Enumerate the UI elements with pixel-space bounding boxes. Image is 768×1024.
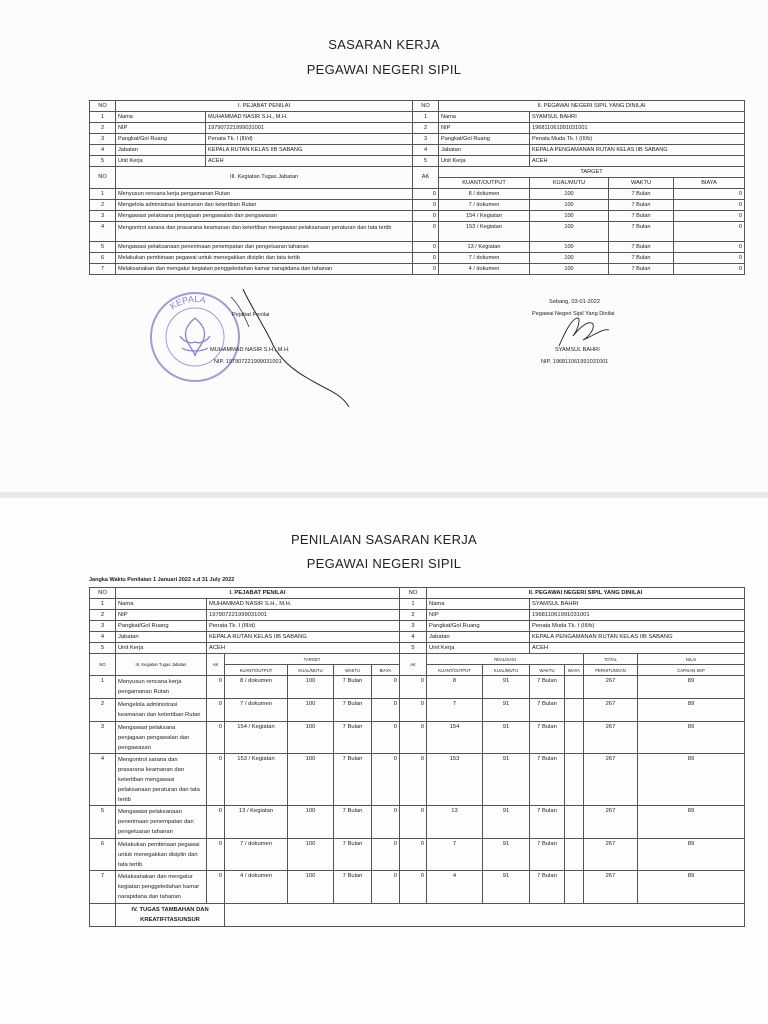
kual-value: 100 [288,699,334,722]
waktu-value: 7 Bulan [609,242,674,253]
right-signature-icon [553,312,613,352]
realisasi-waktu-value: 7 Bulan [530,722,565,754]
task-description: Mengelola administrasi keamanan dan ketertiban Rutan [116,699,207,722]
place-and-date: Sebang, 03-01-2022 [549,299,601,305]
col-capaian: CAPAIAN SKP [638,665,745,676]
row-number: 4 [413,145,439,156]
table-row [90,156,745,167]
waktu-value: 7 Bulan [334,676,372,699]
doc2-header-row [90,588,745,599]
realisasi-kual-value: 91 [483,699,530,722]
waktu-value: 7 Bulan [609,253,674,264]
tasks-heading: III. Kegiatan Tugas Jabatan [116,654,207,676]
kual-value: 100 [288,806,334,839]
ak-value: 0 [207,699,225,722]
ak-value: 0 [413,222,439,242]
row-number: 2 [90,610,116,621]
col-kuant: KUANT/OUTPUT [439,178,530,189]
col-kual: KUAL/MUTU [530,178,609,189]
kuant-value: 7 / dokumen [225,839,288,871]
realisasi-waktu-value: 7 Bulan [530,806,565,839]
waktu-value: 7 Bulan [609,200,674,211]
row-number: 5 [90,643,116,654]
biaya-value: 0 [372,699,400,722]
kuant-value: 4 / dokumen [225,871,288,904]
realisasi-kuant-value: 7 [427,839,483,871]
field-label: NIP [116,123,206,134]
biaya-value: 0 [372,676,400,699]
col-no: NO [90,101,116,112]
table-row [90,145,745,156]
row-number: 3 [90,134,116,145]
task-description: Menyusun rencana kerja pengamanan Rutan [116,189,413,200]
left-signatory-nip: NIP. 197907221999031001 [214,359,282,365]
realisasi-kuant-value: 7 [427,699,483,722]
nilai-value: 89 [638,676,745,699]
field-value: MUHAMMAD NASIR S.H., M.H. [206,112,413,123]
doc2-title: PENILAIAN SASARAN KERJA [290,532,478,547]
field-label: Unit Kerja [427,643,530,654]
biaya-value: 0 [372,871,400,904]
doc2-table [89,587,745,927]
field-value: KEPALA RUTAN KELAS IIB SABANG [206,145,413,156]
empty-cell [90,904,116,927]
kual-value: 100 [530,222,609,242]
field-label: Jabatan [116,632,207,643]
doc1-header-row [90,101,745,112]
right-signatory-nip: NIP. 196811061991031001 [541,359,609,365]
table-row [90,621,745,632]
target-heading: TARGET [439,167,745,178]
kual-value: 100 [288,839,334,871]
realisasi-biaya-value [565,699,584,722]
table-row [90,699,745,722]
waktu-value: 7 Bulan [609,189,674,200]
kuant-value: 153 / Kegiatan [225,754,288,806]
nilai-value: 89 [638,871,745,904]
table-row [90,599,745,610]
ak-value: 0 [207,806,225,839]
field-value: MUHAMMAD NASIR S.H., M.H. [207,599,400,610]
seal-text: KEPALA [168,293,207,312]
task-description: Mengawasi pelaksanaan penerimaan penempatan dan pengeluaran tahanan [116,242,413,253]
kuant-value: 7 / dokumen [225,699,288,722]
field-value: 196811061991031001 [530,610,745,621]
task-description: Mengontrol sarana dan prasarana keamanan dan ketertiban mengawasi pelaksanaan peraturan dan tata tertib [116,754,207,806]
ak-realisasi-value: 0 [400,871,427,904]
table-row [90,189,745,200]
waktu-value: 7 Bulan [334,754,372,806]
kual-value: 100 [530,189,609,200]
kuant-value: 13 / Kegiatan [439,242,530,253]
realisasi-waktu-value: 7 Bulan [530,839,565,871]
realisasi-biaya-value [565,839,584,871]
realisasi-kual-value: 91 [483,806,530,839]
col-kuant: KUANT/OUTPUT [225,665,288,676]
row-number: 7 [90,264,116,275]
row-number: 5 [413,156,439,167]
realisasi-kuant-value: 154 [427,722,483,754]
realisasi-biaya-value [565,722,584,754]
extra-section-heading: IV. TUGAS TAMBAHAN DAN KREATIFITAS/UNSUR [116,904,225,927]
field-label: Pangkat/Gol Ruang [427,621,530,632]
tasks-heading: III. Kegiatan Tugas Jabatan [116,167,413,189]
field-value: KEPALA RUTAN KELAS IIB SABANG [207,632,400,643]
ak-realisasi-value: 0 [400,806,427,839]
col-realisasi-waktu: WAKTU [530,665,565,676]
ak-value: 0 [207,871,225,904]
nilai-value: 89 [638,754,745,806]
col-realisasi-biaya: BIAYA [565,665,584,676]
task-description: Mengawasi pelaksana penjagaan pengawalan dan pengawasan [116,722,207,754]
empty-cell [225,904,745,927]
col-no: NO [90,654,116,676]
kual-value: 100 [288,722,334,754]
col-no: NO [90,167,116,189]
field-label: Unit Kerja [116,156,206,167]
kual-value: 100 [288,676,334,699]
ak-realisasi-value: 0 [400,839,427,871]
ak-value: 0 [207,754,225,806]
ak-value: 0 [207,839,225,871]
kuant-value: 154 / Kegiatan [225,722,288,754]
nilai-heading: NILAI [638,654,745,665]
row-number: 5 [90,806,116,839]
waktu-value: 7 Bulan [609,211,674,222]
nilai-value: 89 [638,722,745,754]
total-heading: TOTAL [584,654,638,665]
table-row [90,839,745,871]
target-heading: TARGET [225,654,400,665]
row-number: 3 [90,722,116,754]
realisasi-biaya-value [565,806,584,839]
kual-value: 100 [530,264,609,275]
row-number: 1 [413,112,439,123]
row-number: 1 [90,112,116,123]
doc1-table [89,100,745,275]
row-number: 1 [90,676,116,699]
biaya-value: 0 [372,839,400,871]
biaya-value: 0 [674,253,745,264]
realisasi-kual-value: 91 [483,871,530,904]
table-row [90,123,745,134]
assessment-period: Jangka Waktu Penilaian 1 Januari 2022 s.d 31 July 2022 [89,577,235,583]
pejabat-penilai-heading: I. PEJABAT PENILAI [116,101,413,112]
kuant-value: 4 / dokumen [439,264,530,275]
total-value: 267 [584,722,638,754]
field-label: Jabatan [116,145,206,156]
field-value: Penata Muda Tk. I (III/b) [530,621,745,632]
col-realisasi-kual: KUAL/MUTU [483,665,530,676]
row-number: 2 [90,200,116,211]
col-waktu: WAKTU [609,178,674,189]
field-label: Nama [116,599,207,610]
table-row [90,722,745,754]
col-no: NO [400,588,427,599]
table-row [90,222,745,242]
ak-value: 0 [413,200,439,211]
biaya-value: 0 [372,722,400,754]
row-number: 4 [90,632,116,643]
col-biaya: BIAYA [674,178,745,189]
col-ak-realisasi: AK [400,654,427,676]
waktu-value: 7 Bulan [334,699,372,722]
field-label: Nama [427,599,530,610]
row-number: 7 [90,871,116,904]
biaya-value: 0 [372,754,400,806]
field-label: Pangkat/Gol Ruang [116,621,207,632]
table-row [90,200,745,211]
row-number: 1 [90,189,116,200]
total-value: 267 [584,806,638,839]
field-value: SYAMSUL BAHRI [530,112,745,123]
waktu-value: 7 Bulan [334,871,372,904]
field-label: Pangkat/Gol Ruang [116,134,206,145]
field-value: 196811061991031001 [530,123,745,134]
col-kual: KUAL/MUTU [288,665,334,676]
realisasi-kual-value: 91 [483,676,530,699]
row-number: 3 [90,211,116,222]
task-description: Mengawasi pelaksana penjagaan pengawalan dan pengawasan [116,211,413,222]
kuant-value: 7 / dokumen [439,253,530,264]
doc2-subtitle: PEGAWAI NEGERI SIPIL [306,556,462,571]
field-label: Unit Kerja [116,643,207,654]
kuant-value: 8 / dokumen [439,189,530,200]
extra-section-row [90,904,745,927]
field-value: Penata Tk. I (III/d) [206,134,413,145]
biaya-value: 0 [674,211,745,222]
waktu-value: 7 Bulan [334,806,372,839]
pejabat-penilai-heading: I. PEJABAT PENILAI [116,588,400,599]
table-row [90,632,745,643]
realisasi-biaya-value [565,871,584,904]
field-label: NIP [116,610,207,621]
realisasi-biaya-value [565,754,584,806]
realisasi-kual-value: 91 [483,722,530,754]
task-header-row [90,654,745,665]
waktu-value: 7 Bulan [609,264,674,275]
field-value: ACEH [206,156,413,167]
row-number: 1 [400,599,427,610]
realisasi-kuant-value: 8 [427,676,483,699]
row-number: 5 [400,643,427,654]
kuant-value: 7 / dokumen [439,200,530,211]
biaya-value: 0 [674,264,745,275]
field-label: Pangkat/Gol Ruang [439,134,530,145]
table-row [90,754,745,806]
ak-realisasi-value: 0 [400,722,427,754]
task-description: Mengontrol sarana dan prasarana keamanan dan ketertiban mengawasi pelaksanaan peraturan dan tata tertib [116,222,413,242]
biaya-value: 0 [674,189,745,200]
biaya-value: 0 [674,222,745,242]
row-number: 4 [90,222,116,242]
table-row [90,676,745,699]
doc1-subtitle: PEGAWAI NEGERI SIPIL [306,62,462,77]
col-ak: AK [207,654,225,676]
col-realisasi-kuant: KUANT/OUTPUT [427,665,483,676]
kuant-value: 153 / Kegiatan [439,222,530,242]
realisasi-kuant-value: 4 [427,871,483,904]
pns-dinilai-heading: II. PEGAWAI NEGERI SIPIL YANG DINILAI [427,588,745,599]
total-value: 267 [584,699,638,722]
realisasi-waktu-value: 7 Bulan [530,754,565,806]
nilai-value: 89 [638,699,745,722]
kual-value: 100 [288,754,334,806]
waktu-value: 7 Bulan [609,222,674,242]
col-no: NO [90,588,116,599]
kual-value: 100 [288,871,334,904]
kual-value: 100 [530,242,609,253]
field-value: KEPALA PENGAMANAN RUTAN KELAS IIB SABANG [530,632,745,643]
document-page-sasaran-kerja [0,0,768,492]
task-description: Melakukan pembinaan pegawai untuk menegakkan disiplin dan tata tertib [116,253,413,264]
row-number: 2 [413,123,439,134]
field-label: NIP [439,123,530,134]
field-label: NIP [427,610,530,621]
ak-value: 0 [207,722,225,754]
kuant-value: 13 / Kegiatan [225,806,288,839]
realisasi-waktu-value: 7 Bulan [530,871,565,904]
row-number: 5 [90,156,116,167]
kual-value: 100 [530,200,609,211]
ak-value: 0 [413,253,439,264]
waktu-value: 7 Bulan [334,839,372,871]
table-row [90,806,745,839]
ak-realisasi-value: 0 [400,699,427,722]
left-signatory-role: Pejabat Penilai [232,312,270,318]
row-number: 1 [90,599,116,610]
table-row [90,610,745,621]
biaya-value: 0 [674,242,745,253]
ak-realisasi-value: 0 [400,754,427,806]
total-value: 267 [584,676,638,699]
table-row [90,871,745,904]
field-value: ACEH [530,643,745,654]
row-number: 4 [90,754,116,806]
row-number: 3 [413,134,439,145]
kuant-value: 8 / dokumen [225,676,288,699]
doc1-title: SASARAN KERJA [328,37,440,52]
realisasi-biaya-value [565,676,584,699]
table-row [90,643,745,654]
ak-value: 0 [413,189,439,200]
ak-value: 0 [413,211,439,222]
field-value: 197907221999031001 [206,123,413,134]
field-value: Penata Muda Tk. I (III/b) [530,134,745,145]
row-number: 6 [90,839,116,871]
row-number: 3 [90,621,116,632]
left-signatory-name: MUHAMMAD NASIR S.H., M.H. [210,347,290,353]
row-number: 2 [90,699,116,722]
field-value: 197907221999031001 [207,610,400,621]
row-number: 5 [90,242,116,253]
col-biaya: BIAYA [372,665,400,676]
col-ak: AK [413,167,439,189]
realisasi-waktu-value: 7 Bulan [530,676,565,699]
total-value: 267 [584,754,638,806]
row-number: 3 [400,621,427,632]
field-label: Nama [439,112,530,123]
ak-value: 0 [413,242,439,253]
col-perhitungan: PERHITUNGAN [584,665,638,676]
row-number: 6 [90,253,116,264]
kual-value: 100 [530,253,609,264]
table-row [90,264,745,275]
field-value: KEPALA PENGAMANAN RUTAN KELAS IIB SABANG [530,145,745,156]
table-row [90,211,745,222]
realisasi-kual-value: 91 [483,754,530,806]
nilai-value: 89 [638,839,745,871]
waktu-value: 7 Bulan [334,722,372,754]
ak-value: 0 [207,676,225,699]
nilai-value: 89 [638,806,745,839]
row-number: 4 [400,632,427,643]
total-value: 267 [584,839,638,871]
task-description: Mengelola administrasi keamanan dan ketertiban Rutan [116,200,413,211]
biaya-value: 0 [372,806,400,839]
kual-value: 100 [530,211,609,222]
row-number: 2 [400,610,427,621]
row-number: 4 [90,145,116,156]
task-description: Melakukan pembinaan pegawai untuk menegakkan disiplin dan tata tertib [116,839,207,871]
left-signature-icon [225,283,355,413]
right-signatory-role: Pegawai Negeri Sipil Yang Dinilai [532,311,615,317]
task-description: Melaksanakan dan mengatur kegiatan penggeledahan kamar narapidana dan tahanan [116,264,413,275]
table-row [90,242,745,253]
realisasi-waktu-value: 7 Bulan [530,699,565,722]
field-label: Jabatan [427,632,530,643]
realisasi-heading: REALISASI [427,654,584,665]
task-description: Menyusun rencana kerja pengamanan Rutan [116,676,207,699]
realisasi-kual-value: 91 [483,839,530,871]
table-row [90,253,745,264]
field-value: SYAMSUL BAHRI [530,599,745,610]
table-row [90,134,745,145]
task-header-row [90,167,745,178]
biaya-value: 0 [674,200,745,211]
field-value: Penata Tk. I (III/d) [207,621,400,632]
field-label: Jabatan [439,145,530,156]
field-value: ACEH [530,156,745,167]
kuant-value: 154 / Kegiatan [439,211,530,222]
row-number: 2 [90,123,116,134]
realisasi-kuant-value: 13 [427,806,483,839]
table-row [90,112,745,123]
ak-value: 0 [413,264,439,275]
right-signatory-name: SYAMSUL BAHRI [555,347,600,353]
ak-realisasi-value: 0 [400,676,427,699]
total-value: 267 [584,871,638,904]
field-value: ACEH [207,643,400,654]
realisasi-kuant-value: 153 [427,754,483,806]
pns-dinilai-heading: II. PEGAWAI NEGERI SIPIL YANG DINILAI [439,101,745,112]
col-no: NO [413,101,439,112]
task-description: Melaksanakan dan mengatur kegiatan penggeledahan kamar narapidana dan tahanan [116,871,207,904]
col-waktu: WAKTU [334,665,372,676]
task-description: Mengawasi pelaksanaan penerimaan penempatan dan pengeluaran tahanan [116,806,207,839]
field-label: Nama [116,112,206,123]
field-label: Unit Kerja [439,156,530,167]
